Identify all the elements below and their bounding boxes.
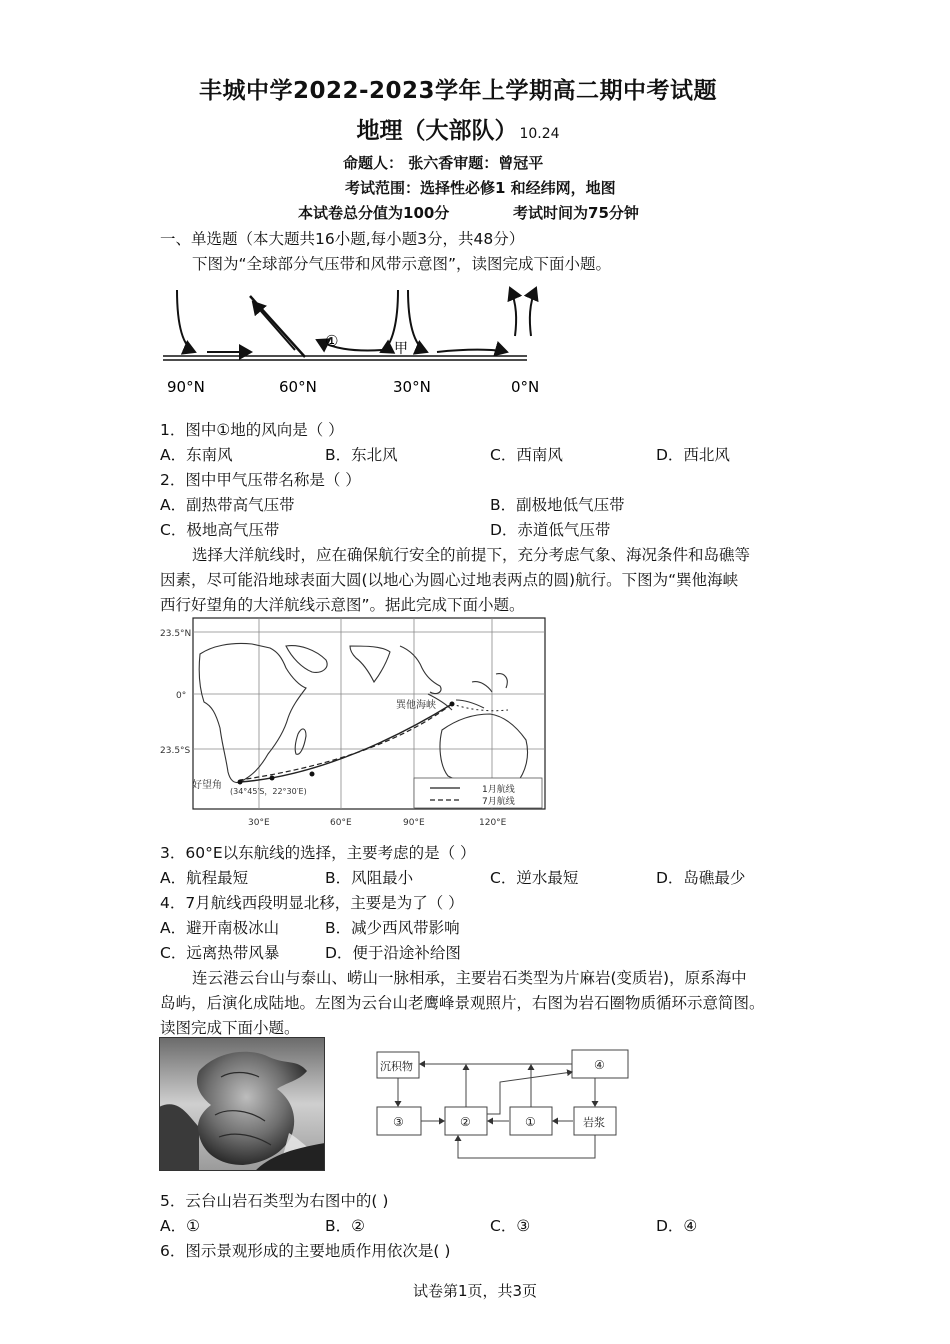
passage2-line2: 因素，尽可能沿地球表面大圆(以地心为圆心过地表两点的圆)航行。下图为“巽他海峡 bbox=[160, 571, 739, 589]
q4-option-b[interactable]: B．减少西风带影响 bbox=[325, 919, 460, 937]
lat-label-90n: 90°N bbox=[167, 378, 205, 396]
q1-option-a[interactable]: A．东南风 bbox=[160, 446, 233, 464]
svg-text:甲: 甲 bbox=[394, 341, 408, 357]
magma-label: 岩浆 bbox=[583, 1116, 605, 1129]
lon-label-30e: 30°E bbox=[248, 818, 270, 828]
q5-stem: 5．云台山岩石类型为右图中的( ) bbox=[160, 1192, 389, 1210]
q2-stem: 2．图中甲气压带名称是（ ） bbox=[160, 471, 361, 489]
lon-label-60e: 60°E bbox=[330, 818, 352, 828]
legend-july: 7月航线 bbox=[482, 797, 515, 807]
subtropic-right-down-arrow bbox=[408, 290, 427, 352]
map-legend bbox=[414, 778, 542, 808]
cape-coordinate: (34°45′S，22°30′E) bbox=[230, 787, 307, 796]
trade-wind-arrow bbox=[437, 350, 507, 352]
mark-jia bbox=[394, 341, 408, 357]
q4-option-d[interactable]: D．便于沿途补给图 bbox=[325, 944, 461, 962]
svg-text:①: ① bbox=[325, 332, 339, 350]
lat-label-30n: 30°N bbox=[393, 378, 431, 396]
ground-line bbox=[163, 356, 527, 360]
q4-stem: 4．7月航线西段明显北移，主要是为了（ ） bbox=[160, 894, 464, 912]
q1-stem: 1．图中①地的风向是（ ） bbox=[160, 421, 344, 439]
polar-down-arrow bbox=[177, 290, 195, 352]
q5-option-c[interactable]: C．③ bbox=[490, 1217, 531, 1235]
rock-cycle-diagram bbox=[372, 1046, 634, 1168]
lat-label-23s: 23.5°S bbox=[160, 746, 191, 756]
passage3-line2: 岛屿，后演化成陆地。左图为云台山老鹰峰景观照片，右图为岩石圈物质循环示意简图。 bbox=[160, 994, 765, 1012]
equator-left-up-arrow bbox=[510, 288, 516, 336]
passage3-line1: 连云港云台山与泰山、崂山一脉相承，主要岩石类型为片麻岩(变质岩)，原系海中 bbox=[192, 969, 747, 987]
wind-belt-diagram bbox=[155, 280, 555, 405]
q3-option-c[interactable]: C．逆水最短 bbox=[490, 869, 579, 887]
q1-option-b[interactable]: B．东北风 bbox=[325, 446, 398, 464]
exam-time: 考试时间为75分钟 bbox=[513, 204, 639, 222]
q5-option-b[interactable]: B．② bbox=[325, 1217, 366, 1235]
cape-label: 好望角 bbox=[192, 780, 222, 791]
exam-authors: 命题人： 张六香审题：曾冠平 bbox=[343, 154, 544, 172]
q2-option-c[interactable]: C．极地高气压带 bbox=[160, 521, 280, 539]
lat-label-23n: 23.5°N bbox=[160, 629, 192, 639]
lat-label-60n: 60°N bbox=[279, 378, 317, 396]
q4-option-c[interactable]: C．远离热带风暴 bbox=[160, 944, 280, 962]
q3-stem: 3．60°E以东航线的选择，主要考虑的是（ ） bbox=[160, 844, 476, 862]
q5-option-d[interactable]: D．④ bbox=[656, 1217, 698, 1235]
lat-label-0n: 0°N bbox=[511, 378, 540, 396]
equator-right-up-arrow bbox=[530, 288, 536, 336]
q1-option-c[interactable]: C．西南风 bbox=[490, 446, 563, 464]
q3-option-a[interactable]: A．航程最短 bbox=[160, 869, 249, 887]
q1-option-d[interactable]: D．西北风 bbox=[656, 446, 730, 464]
exam-title: 丰城中学2022-2023学年上学期高二期中考试题 bbox=[198, 78, 718, 104]
q5-option-a[interactable]: A．① bbox=[160, 1217, 200, 1235]
legend-january: 1月航线 bbox=[482, 785, 515, 795]
box-2-label: ② bbox=[460, 1115, 471, 1129]
q3-option-b[interactable]: B．风阻最小 bbox=[325, 869, 414, 887]
q4-option-a[interactable]: A．避开南极冰山 bbox=[160, 919, 280, 937]
front-up-arrow bbox=[253, 302, 295, 350]
q6-stem: 6．图示景观形成的主要地质作用依次是( ) bbox=[160, 1242, 451, 1260]
passage2-line3: 西行好望角的大洋航线示意图”。据此完成下面小题。 bbox=[160, 596, 525, 614]
q2-option-d[interactable]: D．赤道低气压带 bbox=[490, 521, 611, 539]
q2-option-b[interactable]: B．副极地低气压带 bbox=[490, 496, 625, 514]
arrow-magma-to-2 bbox=[458, 1135, 595, 1158]
sunda-strait-label: 巽他海峡 bbox=[396, 700, 436, 711]
lon-label-120e: 120°E bbox=[479, 818, 507, 828]
section-heading: 一、单选题（本大题共16小题,每小题3分，共48分） bbox=[160, 230, 525, 248]
q2-option-a[interactable]: A．副热带高气压带 bbox=[160, 496, 295, 514]
exam-score: 本试卷总分值为100分 bbox=[298, 204, 450, 222]
subject-text: 地理（大部队） bbox=[356, 118, 518, 144]
ocean-route-map bbox=[160, 616, 550, 831]
q3-option-d[interactable]: D．岛礁最少 bbox=[656, 869, 746, 887]
page-footer: 试卷第1页，共3页 bbox=[412, 1282, 538, 1300]
exam-date: 10.24 bbox=[519, 126, 560, 142]
passage2-line1: 选择大洋航线时，应在确保航行安全的前提下，充分考虑气象、海况条件和岛礁等 bbox=[192, 546, 751, 564]
box-4-label: ④ bbox=[594, 1058, 605, 1072]
polar-front-line bbox=[250, 296, 305, 357]
lat-label-0: 0° bbox=[176, 691, 187, 701]
figure1-intro: 下图为“全球部分气压带和风带示意图”，读图完成下面小题。 bbox=[192, 255, 612, 273]
box-3-label: ③ bbox=[393, 1115, 404, 1129]
eagle-peak-photo bbox=[159, 1037, 325, 1171]
sediment-label: 沉积物 bbox=[380, 1060, 413, 1073]
exam-subject bbox=[0, 112, 916, 145]
exam-scope: 考试范围：选择性必修1 和经纬网，地图 bbox=[345, 179, 616, 197]
mark-1 bbox=[325, 332, 338, 350]
box-1-label: ① bbox=[525, 1115, 536, 1129]
passage3-line3: 读图完成下面小题。 bbox=[160, 1019, 300, 1037]
lon-label-90e: 90°E bbox=[403, 818, 425, 828]
